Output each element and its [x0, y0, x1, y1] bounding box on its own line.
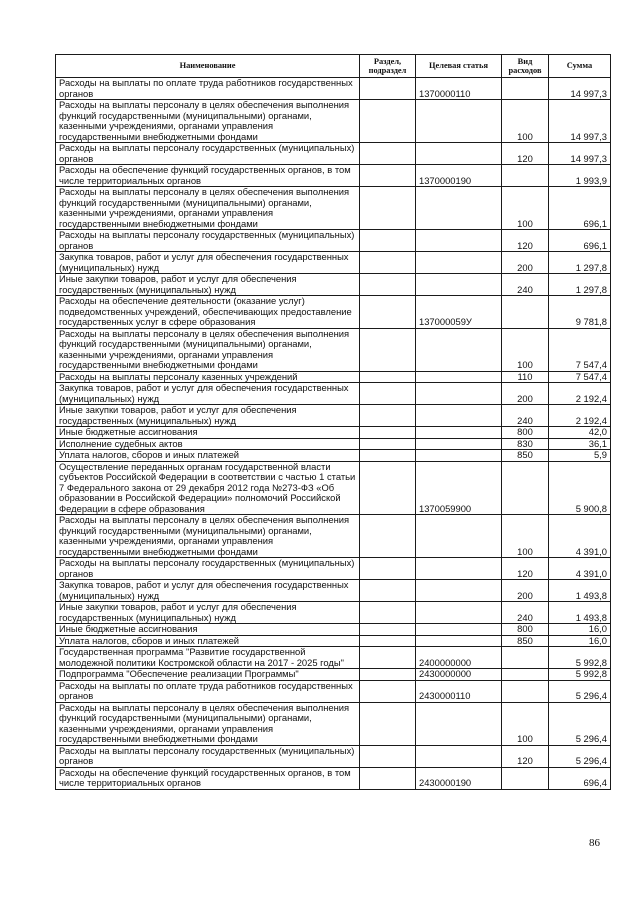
cell-section	[360, 371, 416, 383]
cell-expense-type: 120	[502, 230, 549, 252]
table-row	[56, 647, 611, 669]
cell-article	[416, 371, 502, 383]
cell-section	[360, 702, 416, 745]
cell-sum: 14 997,3	[549, 100, 611, 143]
cell-name: Уплата налогов, сборов и иных платежей	[56, 450, 360, 462]
cell-expense-type: 240	[502, 602, 549, 624]
cell-article	[416, 383, 502, 405]
cell-name: Иные бюджетные ассигнования	[56, 624, 360, 636]
table-row	[56, 602, 611, 624]
cell-section	[360, 635, 416, 647]
cell-section	[360, 230, 416, 252]
cell-name: Расходы на обеспечение деятельности (оказание услуг) подведомственных учреждений, обеспечивающих предоставление государственных услуг в сфере образования	[56, 296, 360, 329]
cell-expense-type	[502, 165, 549, 187]
page-number: 86	[589, 837, 600, 849]
cell-section	[360, 624, 416, 636]
cell-section	[360, 328, 416, 371]
table-row	[56, 143, 611, 165]
cell-sum: 1 297,8	[549, 274, 611, 296]
table-row	[56, 558, 611, 580]
cell-expense-type: 850	[502, 635, 549, 647]
cell-sum: 4 391,0	[549, 558, 611, 580]
cell-sum: 5 900,8	[549, 461, 611, 515]
cell-article	[416, 328, 502, 371]
table-row	[56, 328, 611, 371]
cell-sum: 1 493,8	[549, 580, 611, 602]
cell-sum: 5 296,4	[549, 745, 611, 767]
cell-article	[416, 427, 502, 439]
cell-article	[416, 602, 502, 624]
cell-name: Закупка товаров, работ и услуг для обеспечения государственных (муниципальных) нужд	[56, 383, 360, 405]
cell-section	[360, 745, 416, 767]
cell-sum: 5 992,8	[549, 669, 611, 681]
cell-article: 2400000000	[416, 647, 502, 669]
cell-sum: 5 296,4	[549, 702, 611, 745]
cell-name: Иные закупки товаров, работ и услуг для обеспечения государственных (муниципальных) нужд	[56, 274, 360, 296]
cell-section	[360, 558, 416, 580]
cell-article	[416, 558, 502, 580]
cell-sum: 7 547,4	[549, 371, 611, 383]
table-row	[56, 580, 611, 602]
cell-section	[360, 405, 416, 427]
cell-name: Осуществление переданных органам государственной власти субъектов Российской Федерации в соответствии с частью 1 статьи 7 Федерального закона от 29 декабря 2012 года №273-ФЗ «Об образовании в Российской Федерации» полномочий Российской Федерации в сфере образования	[56, 461, 360, 515]
cell-expense-type: 200	[502, 252, 549, 274]
cell-article: 2430000000	[416, 669, 502, 681]
cell-name: Расходы на обеспечение функций государственных органов, в том числе территориальных органов	[56, 767, 360, 789]
table-row	[56, 745, 611, 767]
cell-sum: 7 547,4	[549, 328, 611, 371]
cell-name: Расходы на выплаты персоналу государственных (муниципальных) органов	[56, 143, 360, 165]
cell-sum: 5 296,4	[549, 680, 611, 702]
cell-sum: 4 391,0	[549, 515, 611, 558]
cell-expense-type	[502, 647, 549, 669]
cell-name: Расходы на выплаты персоналу государственных (муниципальных) органов	[56, 230, 360, 252]
cell-article	[416, 252, 502, 274]
cell-name: Исполнение судебных актов	[56, 438, 360, 450]
table-row	[56, 669, 611, 681]
cell-sum: 1 297,8	[549, 252, 611, 274]
cell-section	[360, 165, 416, 187]
cell-name: Расходы на выплаты персоналу в целях обеспечения выполнения функций государственными (муниципальными) органами, казенными учреждениями, органами управления государственными внебюджетными фондами	[56, 100, 360, 143]
cell-sum: 1 993,9	[549, 165, 611, 187]
cell-sum: 16,0	[549, 624, 611, 636]
cell-article	[416, 450, 502, 462]
cell-section	[360, 100, 416, 143]
table-row	[56, 680, 611, 702]
cell-expense-type: 240	[502, 274, 549, 296]
cell-section	[360, 252, 416, 274]
table-row	[56, 252, 611, 274]
cell-article	[416, 187, 502, 230]
table-row	[56, 624, 611, 636]
cell-sum: 2 192,4	[549, 405, 611, 427]
table-row	[56, 274, 611, 296]
cell-expense-type: 800	[502, 624, 549, 636]
cell-sum: 696,1	[549, 187, 611, 230]
table-body	[56, 78, 611, 790]
cell-expense-type: 100	[502, 515, 549, 558]
cell-sum: 696,4	[549, 767, 611, 789]
table-row	[56, 165, 611, 187]
cell-article: 1370000110	[416, 78, 502, 100]
header-sum: Сумма	[549, 55, 611, 78]
cell-name: Государственная программа "Развитие государственной молодежной политики Костромской области на 2017 - 2025 годы"	[56, 647, 360, 669]
cell-section	[360, 187, 416, 230]
table-row	[56, 767, 611, 789]
cell-name: Расходы на выплаты персоналу государственных (муниципальных) органов	[56, 558, 360, 580]
cell-section	[360, 274, 416, 296]
cell-expense-type	[502, 296, 549, 329]
table-row	[56, 450, 611, 462]
cell-name: Расходы на выплаты персоналу в целях обеспечения выполнения функций государственными (муниципальными) органами, казенными учреждениями, органами управления государственными внебюджетными фондами	[56, 187, 360, 230]
cell-section	[360, 767, 416, 789]
cell-article	[416, 702, 502, 745]
cell-article	[416, 143, 502, 165]
header-article: Целевая статья	[416, 55, 502, 78]
cell-name: Расходы на выплаты персоналу в целях обеспечения выполнения функций государственными (муниципальными) органами, казенными учреждениями, органами управления государственными внебюджетными фондами	[56, 702, 360, 745]
cell-article: 1370059900	[416, 461, 502, 515]
table-row	[56, 78, 611, 100]
table-row	[56, 187, 611, 230]
cell-section	[360, 438, 416, 450]
cell-section	[360, 580, 416, 602]
table-row	[56, 515, 611, 558]
cell-article	[416, 230, 502, 252]
table-row	[56, 383, 611, 405]
cell-article: 2430000110	[416, 680, 502, 702]
cell-sum: 16,0	[549, 635, 611, 647]
cell-name: Расходы на выплаты персоналу государственных (муниципальных) органов	[56, 745, 360, 767]
cell-expense-type: 110	[502, 371, 549, 383]
budget-table	[55, 54, 611, 790]
cell-expense-type	[502, 767, 549, 789]
cell-name: Уплата налогов, сборов и иных платежей	[56, 635, 360, 647]
table-row	[56, 427, 611, 439]
cell-article	[416, 624, 502, 636]
table-row	[56, 461, 611, 515]
cell-article	[416, 580, 502, 602]
cell-sum: 2 192,4	[549, 383, 611, 405]
cell-expense-type: 100	[502, 100, 549, 143]
cell-expense-type: 120	[502, 558, 549, 580]
cell-article: 2430000190	[416, 767, 502, 789]
cell-sum: 5,9	[549, 450, 611, 462]
cell-article	[416, 745, 502, 767]
cell-expense-type: 120	[502, 143, 549, 165]
cell-expense-type: 100	[502, 702, 549, 745]
cell-expense-type: 830	[502, 438, 549, 450]
cell-sum: 14 997,3	[549, 78, 611, 100]
cell-name: Закупка товаров, работ и услуг для обеспечения государственных (муниципальных) нужд	[56, 580, 360, 602]
cell-name: Расходы на выплаты персоналу казенных учреждений	[56, 371, 360, 383]
cell-section	[360, 602, 416, 624]
table-row	[56, 635, 611, 647]
table-row	[56, 405, 611, 427]
cell-sum: 696,1	[549, 230, 611, 252]
cell-article: 1370000190	[416, 165, 502, 187]
cell-sum: 14 997,3	[549, 143, 611, 165]
cell-section	[360, 647, 416, 669]
header-section: Раздел, подраздел	[360, 55, 416, 78]
cell-sum: 1 493,8	[549, 602, 611, 624]
cell-section	[360, 515, 416, 558]
cell-expense-type	[502, 669, 549, 681]
table-row	[56, 371, 611, 383]
cell-article	[416, 438, 502, 450]
cell-article: 137000059У	[416, 296, 502, 329]
cell-section	[360, 296, 416, 329]
header-name: Наименование	[56, 55, 360, 78]
cell-sum: 36,1	[549, 438, 611, 450]
cell-name: Иные закупки товаров, работ и услуг для обеспечения государственных (муниципальных) нужд	[56, 405, 360, 427]
header-expense-type: Вид расходов	[502, 55, 549, 78]
cell-article	[416, 274, 502, 296]
table-row	[56, 230, 611, 252]
cell-section	[360, 383, 416, 405]
cell-name: Расходы на выплаты персоналу в целях обеспечения выполнения функций государственными (муниципальными) органами, казенными учреждениями, органами управления государственными внебюджетными фондами	[56, 515, 360, 558]
cell-expense-type: 120	[502, 745, 549, 767]
cell-name: Расходы на обеспечение функций государственных органов, в том числе территориальных органов	[56, 165, 360, 187]
cell-section	[360, 461, 416, 515]
cell-section	[360, 669, 416, 681]
cell-name: Иные бюджетные ассигнования	[56, 427, 360, 439]
cell-section	[360, 680, 416, 702]
table-row	[56, 296, 611, 329]
cell-expense-type: 850	[502, 450, 549, 462]
cell-expense-type: 800	[502, 427, 549, 439]
cell-section	[360, 450, 416, 462]
cell-article	[416, 515, 502, 558]
cell-expense-type	[502, 680, 549, 702]
cell-sum: 5 992,8	[549, 647, 611, 669]
cell-article	[416, 405, 502, 427]
cell-sum: 42,0	[549, 427, 611, 439]
cell-expense-type: 200	[502, 383, 549, 405]
table-row	[56, 702, 611, 745]
cell-expense-type: 240	[502, 405, 549, 427]
cell-name: Расходы на выплаты персоналу в целях обеспечения выполнения функций государственными (муниципальными) органами, казенными учреждениями, органами управления государственными внебюджетными фондами	[56, 328, 360, 371]
cell-article	[416, 635, 502, 647]
cell-section	[360, 143, 416, 165]
cell-name: Закупка товаров, работ и услуг для обеспечения государственных (муниципальных) нужд	[56, 252, 360, 274]
cell-section	[360, 427, 416, 439]
cell-expense-type: 200	[502, 580, 549, 602]
table-row	[56, 100, 611, 143]
cell-expense-type	[502, 78, 549, 100]
cell-name: Расходы на выплаты по оплате труда работников государственных органов	[56, 78, 360, 100]
cell-expense-type: 100	[502, 328, 549, 371]
table-row	[56, 438, 611, 450]
cell-article	[416, 100, 502, 143]
cell-section	[360, 78, 416, 100]
cell-name: Подпрограмма "Обеспечение реализации Программы"	[56, 669, 360, 681]
table-header-row	[56, 55, 611, 78]
cell-sum: 9 781,8	[549, 296, 611, 329]
cell-name: Иные закупки товаров, работ и услуг для обеспечения государственных (муниципальных) нужд	[56, 602, 360, 624]
cell-expense-type: 100	[502, 187, 549, 230]
cell-expense-type	[502, 461, 549, 515]
cell-name: Расходы на выплаты по оплате труда работников государственных органов	[56, 680, 360, 702]
